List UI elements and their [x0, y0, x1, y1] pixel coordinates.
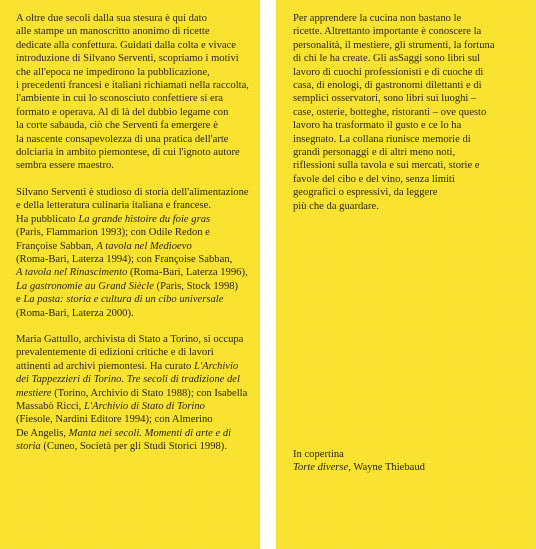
text-line: [16, 186, 252, 199]
text-line: [16, 213, 252, 226]
text-line: [16, 387, 252, 400]
text-line: [16, 427, 252, 440]
text-line: lavoro di cuochi professionisti e di cuoche di: [293, 66, 484, 78]
fold-gutter: [260, 0, 276, 549]
text-line: ricette. Altrettanto importante è conoscere la: [293, 26, 482, 38]
text-line: [16, 280, 252, 293]
italic-title: La gastronomie au Grand Siècle: [16, 280, 154, 292]
text-run: (Fiesole, Nardini Editore 1994); con Almerino: [16, 414, 213, 426]
series-description: [293, 12, 526, 213]
text-line: [16, 440, 252, 453]
text-line: i precedenti francesi e italiani richiamati nella raccolta,: [16, 80, 249, 92]
text-line: che all'epoca ne impedirono la pubblicazione,: [16, 66, 210, 78]
cover-credit-line: Torte diverse, Wayne Thiebaud: [293, 462, 425, 474]
text-run: e: [16, 294, 24, 306]
text-line: più che da guardare.: [293, 200, 379, 212]
text-line: [16, 253, 252, 266]
italic-title: mestiere: [16, 387, 52, 399]
author-bio-serventi: [16, 186, 252, 320]
italic-title: L'Archivio: [193, 360, 239, 372]
italic-title: L'Archivio di Stato di Torino: [83, 400, 205, 412]
text-line: di chi le ha create. Gli asSaggi sono libri sul: [293, 53, 481, 65]
text-line: la corte sabauda, ciò che Serventi fa emergere è: [16, 120, 218, 132]
text-run: (Paris, Stock 1998): [153, 280, 239, 292]
text-run: (Roma-Bari, Laterza 2000).: [16, 307, 134, 319]
text-line: [16, 226, 252, 239]
text-run: attinenti ad archivi piemontesi. Ha curato: [16, 360, 194, 372]
text-line: Per apprendere la cucina non bastano le: [293, 13, 462, 24]
cover-artist: Wayne Thiebaud: [353, 462, 425, 474]
text-line: la nascente consapevolezza di una pratica dell'arte: [16, 133, 229, 145]
text-line: formato e operava. Al di là del dubbio legame con: [16, 106, 229, 118]
text-run: (Roma-Bari, Laterza 1996),: [127, 267, 248, 279]
text-line: semplici osservatori, sono libri sui luoghi –: [293, 93, 477, 105]
italic-title: A tavola nel Medioevo: [96, 240, 192, 252]
text-line: [16, 307, 252, 320]
cover-credit: [293, 448, 425, 475]
text-line: [16, 266, 252, 279]
text-line: dolciaria in ambito piemontese, di cui l'ignoto autore: [16, 147, 240, 159]
text-line: [16, 413, 252, 426]
text-run: Maria Gattullo, archivista di Stato a Torino, si occupa: [16, 333, 244, 345]
italic-title: A tavola nel Rinascimento: [16, 267, 128, 279]
text-line: grandi personaggi e di altri meno noti,: [293, 147, 456, 159]
text-line: geografici o espressivi, da leggere: [293, 187, 438, 199]
text-run: (Cuneo, Società per gli Studi Storici 1998).: [40, 441, 227, 453]
text-line: sembra essere maestro.: [16, 160, 114, 172]
text-line: casa, di enologi, di gastronomi dilettanti e di: [293, 80, 482, 92]
text-line: [16, 333, 252, 346]
text-line: alle stampe un manoscritto anonimo di ricette: [16, 26, 210, 38]
cover-artwork-title: Torte diverse: [293, 462, 349, 474]
text-line: [16, 360, 252, 373]
book-description: [16, 12, 252, 173]
text-run: De Angelis,: [16, 427, 69, 439]
text-line: insegnato. La collana riunisce memorie di: [293, 133, 471, 145]
text-run: Massabò Ricci,: [16, 400, 84, 412]
text-line: [16, 293, 252, 306]
text-line: lavoro ha trasformato il gusto e ce lo ha: [293, 120, 462, 132]
text-line: case, osterie, botteghe, ristoranti – ove questo: [293, 106, 487, 118]
text-run: Ha pubblicato: [16, 213, 79, 225]
text-run: Françoise Sabban,: [16, 240, 97, 252]
text-line: [16, 346, 252, 359]
text-run: e della letteratura culinaria italiana e francese.: [16, 200, 211, 212]
text-line: dedicate alla confettura. Guidati dalla colta e vivace: [16, 39, 237, 51]
text-run: (Roma-Bari, Laterza 1994); con Françoise Sabban,: [16, 253, 233, 265]
text-line: favole del cibo e del vino, senza limiti: [293, 173, 455, 185]
text-run: prevalentemente di edizioni critiche e di lavori: [16, 347, 214, 359]
text-line: introduzione di Silvano Serventi, scopriamo i motivi: [16, 53, 239, 65]
text-run: Silvano Serventi è studioso di storia dell'alimentazione: [16, 186, 249, 198]
italic-title: dei Tappezzieri di Torino. Tre secoli di tradizione del: [16, 374, 240, 386]
text-line: l'ambiente in cui lo sconosciuto confettiere si era: [16, 93, 223, 105]
italic-title: La grande histoire du foie gras: [78, 213, 211, 225]
italic-title: La pasta: storia e cultura di un cibo universale: [23, 294, 224, 306]
text-line: A oltre due secoli dalla sua stesura è qui dato: [16, 13, 207, 24]
text-line: personalità, il mestiere, gli strumenti, la fortuna: [293, 39, 495, 51]
italic-title: Manta nei secoli. Momenti di arte e di: [68, 427, 232, 439]
text-line: [16, 199, 252, 212]
text-line: [16, 400, 252, 413]
text-line: riflessioni sulla tavola e sui mercati, storie e: [293, 160, 480, 172]
author-bio-gattullo: [16, 333, 252, 454]
text-run: (Paris, Flammarion 1993); con Odile Redon e: [16, 227, 210, 239]
text-line: [16, 240, 252, 253]
back-flap-right: [276, 0, 536, 549]
italic-title: storia: [16, 441, 41, 453]
text-line: [16, 373, 252, 386]
cover-credit-label: In copertina: [293, 449, 344, 460]
back-flap-left: [0, 0, 260, 549]
text-run: (Torino, Archivio di Stato 1988); con Isabella: [51, 387, 248, 399]
